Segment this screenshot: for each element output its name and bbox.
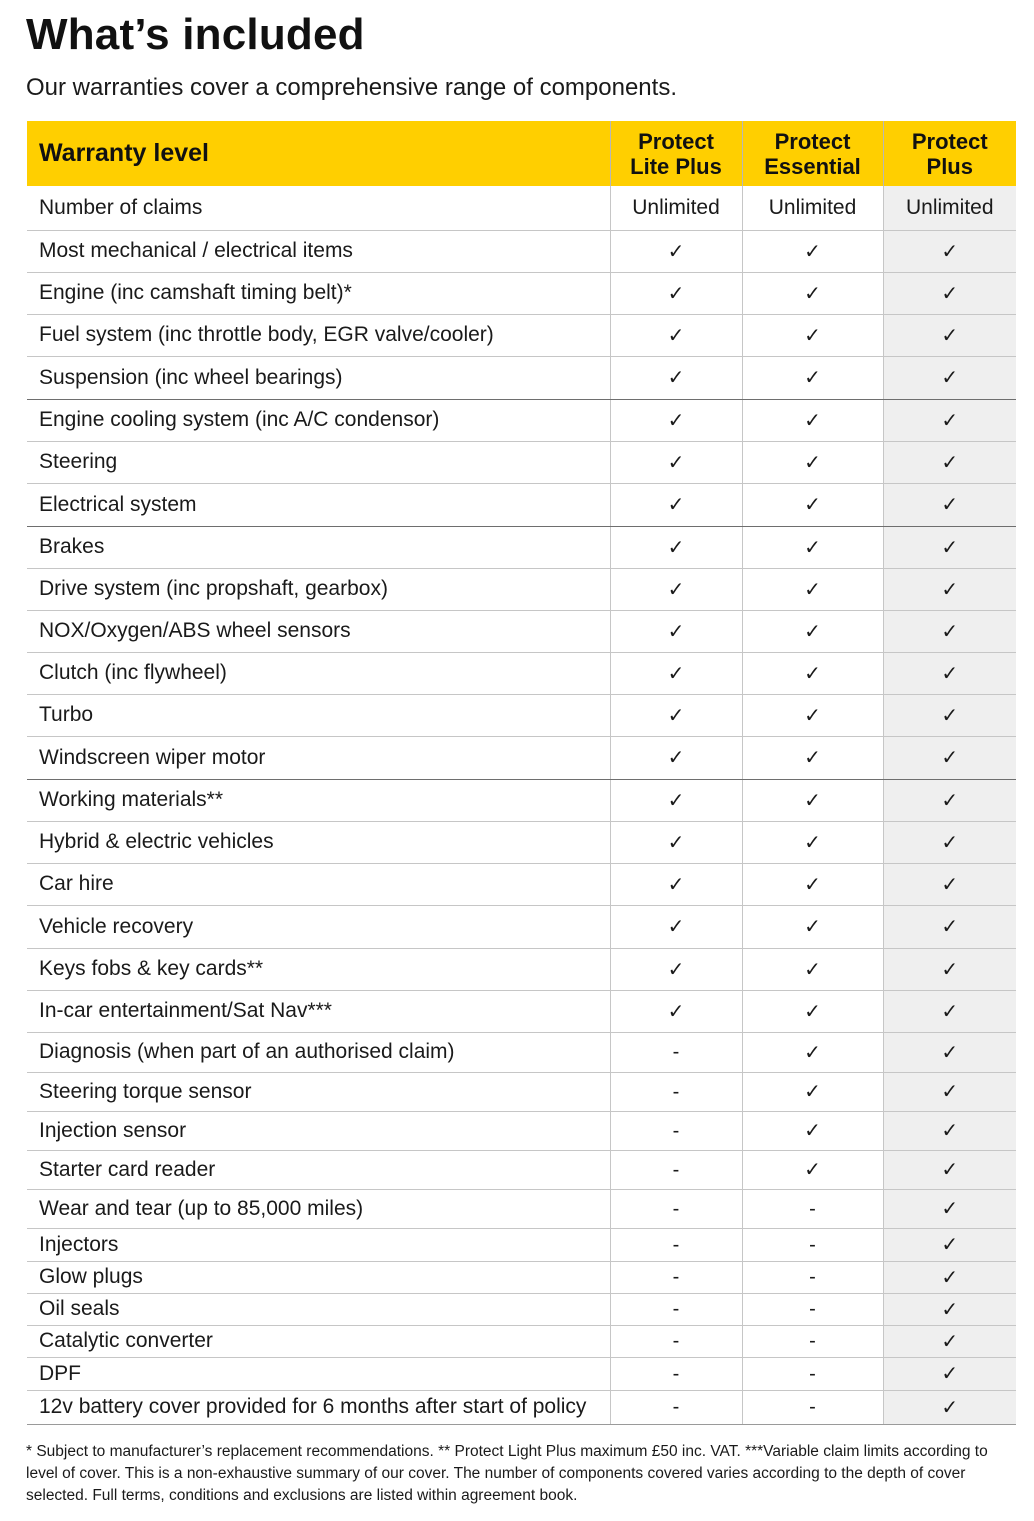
plan-header-protect-essential (742, 121, 883, 186)
table-row (27, 399, 1016, 441)
coverage-cell (883, 314, 1016, 356)
checkmark-icon: ✓ (667, 449, 685, 474)
table-row (27, 272, 1016, 314)
plan-header-line: Plus (926, 153, 973, 179)
coverage-cell (742, 736, 883, 779)
not-included-dash: - (672, 1119, 680, 1142)
not-included-dash: - (672, 1266, 680, 1288)
row-label: Most mechanical / electrical items (27, 230, 610, 272)
coverage-cell (610, 948, 742, 990)
coverage-cell (610, 1072, 742, 1111)
checkmark-icon: ✓ (667, 576, 685, 601)
table-row (27, 230, 1016, 272)
not-included-dash: - (809, 1396, 816, 1418)
coverage-cell (742, 272, 883, 314)
claims-value-cell (883, 186, 1016, 230)
checkmark-icon: ✓ (941, 1296, 959, 1321)
table-row (27, 1111, 1016, 1150)
table-row (27, 1072, 1016, 1111)
plan-header-protect-lite-plus (610, 121, 742, 186)
checkmark-icon: ✓ (941, 829, 959, 854)
not-included-dash: - (809, 1330, 816, 1352)
table-row (27, 441, 1016, 483)
coverage-cell (610, 821, 742, 863)
coverage-cell (742, 610, 883, 652)
table-row (27, 1150, 1016, 1189)
checkmark-icon: ✓ (941, 322, 959, 347)
checkmark-icon: ✓ (941, 998, 959, 1023)
not-included-dash: - (809, 1298, 816, 1320)
row-label: Steering (27, 441, 610, 483)
claims-value: Unlimited (768, 195, 857, 219)
table-row (27, 1390, 1016, 1424)
checkmark-icon: ✓ (804, 238, 821, 263)
coverage-cell (883, 272, 1016, 314)
coverage-cell (883, 441, 1016, 483)
checkmark-icon: ✓ (804, 871, 821, 896)
coverage-cell (610, 1325, 742, 1357)
table-row (27, 905, 1016, 948)
coverage-cell (742, 1228, 883, 1261)
row-label: Wear and tear (up to 85,000 miles) (27, 1189, 610, 1228)
coverage-cell (883, 1189, 1016, 1228)
warranty-comparison-table (27, 121, 1016, 1425)
row-label: Brakes (27, 526, 610, 568)
checkmark-icon: ✓ (804, 280, 821, 305)
checkmark-icon: ✓ (941, 1232, 959, 1256)
checkmark-icon: ✓ (667, 280, 685, 305)
coverage-cell (610, 905, 742, 948)
checkmark-icon: ✓ (667, 745, 685, 769)
checkmark-icon: ✓ (667, 914, 685, 938)
table-row (27, 483, 1016, 526)
table-row (27, 1293, 1016, 1325)
checkmark-icon: ✓ (667, 322, 685, 347)
table-row (27, 568, 1016, 610)
checkmark-icon: ✓ (804, 745, 821, 769)
not-included-dash: - (809, 1266, 816, 1288)
checkmark-icon: ✓ (804, 1157, 821, 1181)
checkmark-icon: ✓ (941, 660, 959, 685)
row-label: Hybrid & electric vehicles (27, 821, 610, 863)
not-included-dash: - (672, 1362, 680, 1385)
row-label: Working materials** (27, 779, 610, 821)
coverage-cell (610, 1189, 742, 1228)
checkmark-icon: ✓ (941, 1039, 959, 1064)
table-row (27, 1325, 1016, 1357)
coverage-cell (883, 1390, 1016, 1424)
claims-value: Unlimited (632, 195, 720, 219)
coverage-cell (742, 779, 883, 821)
not-included-dash: - (672, 1158, 680, 1181)
row-label: Drive system (inc propshaft, gearbox) (27, 568, 610, 610)
coverage-cell (742, 863, 883, 905)
coverage-cell (883, 948, 1016, 990)
checkmark-icon: ✓ (667, 829, 685, 854)
coverage-cell (883, 736, 1016, 779)
claims-value: Unlimited (905, 195, 994, 219)
coverage-cell (610, 1357, 742, 1390)
coverage-cell (883, 1228, 1016, 1261)
checkmark-icon: ✓ (804, 322, 821, 347)
coverage-cell (610, 1228, 742, 1261)
checkmark-icon: ✓ (941, 1264, 959, 1289)
coverage-cell (742, 1261, 883, 1293)
coverage-cell (742, 1189, 883, 1228)
coverage-cell (610, 441, 742, 483)
page-title: What’s included (26, 10, 365, 59)
coverage-cell (883, 779, 1016, 821)
coverage-cell (610, 990, 742, 1032)
checkmark-icon: ✓ (941, 1361, 959, 1385)
coverage-cell (610, 568, 742, 610)
checkmark-icon: ✓ (941, 492, 959, 516)
claims-value-cell (742, 186, 883, 230)
table-row (27, 779, 1016, 821)
table-row (27, 1228, 1016, 1261)
checkmark-icon: ✓ (941, 1196, 959, 1220)
not-included-dash: - (672, 1330, 680, 1352)
coverage-cell (883, 230, 1016, 272)
not-included-dash: - (809, 1362, 816, 1385)
not-included-dash: - (672, 1041, 680, 1063)
coverage-cell (742, 821, 883, 863)
table-row (27, 526, 1016, 568)
coverage-cell (883, 990, 1016, 1032)
row-label: DPF (27, 1357, 610, 1390)
table-row (27, 1261, 1016, 1293)
checkmark-icon: ✓ (941, 1157, 959, 1181)
row-label: Glow plugs (27, 1261, 610, 1293)
coverage-cell (610, 779, 742, 821)
coverage-cell (610, 526, 742, 568)
plan-header-line: Protect (638, 128, 714, 154)
coverage-cell (742, 1293, 883, 1325)
checkmark-icon: ✓ (941, 618, 959, 643)
checkmark-icon: ✓ (804, 1079, 821, 1103)
warranty-level-header: Warranty level (27, 121, 610, 186)
row-label: Injection sensor (27, 1111, 610, 1150)
checkmark-icon: ✓ (667, 660, 685, 685)
checkmark-icon: ✓ (804, 660, 821, 685)
checkmark-icon: ✓ (804, 407, 821, 432)
checkmark-icon: ✓ (941, 365, 959, 389)
checkmark-icon: ✓ (667, 407, 685, 432)
checkmark-icon: ✓ (667, 871, 685, 896)
table-row (27, 1189, 1016, 1228)
checkmark-icon: ✓ (804, 492, 821, 516)
coverage-cell (742, 905, 883, 948)
checkmark-icon: ✓ (667, 998, 685, 1023)
row-label: Fuel system (inc throttle body, EGR valve/cooler) (27, 314, 610, 356)
checkmark-icon: ✓ (804, 702, 821, 727)
row-label: Suspension (inc wheel bearings) (27, 356, 610, 399)
coverage-cell (883, 1032, 1016, 1072)
not-included-dash: - (809, 1233, 816, 1256)
coverage-cell (883, 526, 1016, 568)
coverage-cell (610, 1261, 742, 1293)
coverage-cell (742, 990, 883, 1032)
coverage-cell (610, 483, 742, 526)
coverage-cell (742, 948, 883, 990)
row-label: NOX/Oxygen/ABS wheel sensors (27, 610, 610, 652)
coverage-cell (883, 483, 1016, 526)
coverage-cell (742, 1325, 883, 1357)
plan-header-line: Protect (911, 128, 988, 154)
row-label: Diagnosis (when part of an authorised claim) (27, 1032, 610, 1072)
checkmark-icon: ✓ (941, 1079, 959, 1103)
coverage-cell (610, 1032, 742, 1072)
table-row (27, 314, 1016, 356)
table-row (27, 186, 1016, 230)
checkmark-icon: ✓ (804, 534, 821, 559)
coverage-cell (610, 694, 742, 736)
checkmark-icon: ✓ (804, 998, 821, 1023)
row-label: Steering torque sensor (27, 1072, 610, 1111)
table-header-row (27, 121, 1016, 186)
checkmark-icon: ✓ (941, 702, 959, 727)
coverage-cell (742, 1150, 883, 1189)
checkmark-icon: ✓ (804, 956, 821, 981)
coverage-cell (883, 1150, 1016, 1189)
checkmark-icon: ✓ (804, 914, 821, 938)
checkmark-icon: ✓ (804, 618, 821, 643)
coverage-cell (610, 863, 742, 905)
checkmark-icon: ✓ (941, 956, 959, 981)
coverage-cell (742, 694, 883, 736)
coverage-cell (883, 1357, 1016, 1390)
coverage-cell (742, 1357, 883, 1390)
coverage-cell (883, 905, 1016, 948)
coverage-cell (883, 610, 1016, 652)
checkmark-icon: ✓ (667, 956, 685, 981)
checkmark-icon: ✓ (667, 618, 685, 643)
coverage-cell (742, 526, 883, 568)
coverage-cell (742, 1390, 883, 1424)
not-included-dash: - (672, 1233, 680, 1256)
coverage-cell (883, 399, 1016, 441)
coverage-cell (610, 272, 742, 314)
table-row (27, 948, 1016, 990)
checkmark-icon: ✓ (941, 914, 959, 938)
checkmark-icon: ✓ (941, 1394, 959, 1419)
checkmark-icon: ✓ (667, 238, 685, 263)
page-subtitle: Our warranties cover a comprehensive range of components. (26, 74, 677, 101)
checkmark-icon: ✓ (804, 449, 821, 474)
coverage-cell (742, 652, 883, 694)
checkmark-icon: ✓ (941, 407, 959, 432)
checkmark-icon: ✓ (941, 280, 959, 305)
coverage-cell (610, 399, 742, 441)
row-label: Engine (inc camshaft timing belt)* (27, 272, 610, 314)
checkmark-icon: ✓ (804, 1039, 821, 1064)
checkmark-icon: ✓ (667, 534, 685, 559)
coverage-cell (742, 483, 883, 526)
coverage-cell (883, 1111, 1016, 1150)
coverage-cell (742, 441, 883, 483)
plan-header-line: Protect (774, 128, 851, 154)
table-row (27, 652, 1016, 694)
coverage-cell (883, 1293, 1016, 1325)
coverage-cell (610, 610, 742, 652)
not-included-dash: - (672, 1298, 680, 1320)
coverage-cell (742, 230, 883, 272)
coverage-cell (742, 356, 883, 399)
row-label: Catalytic converter (27, 1325, 610, 1357)
coverage-cell (883, 863, 1016, 905)
row-label: Car hire (27, 863, 610, 905)
checkmark-icon: ✓ (941, 787, 959, 812)
row-label: Keys fobs & key cards** (27, 948, 610, 990)
row-label: Clutch (inc flywheel) (27, 652, 610, 694)
coverage-cell (883, 1072, 1016, 1111)
checkmark-icon: ✓ (804, 365, 821, 389)
row-label: Engine cooling system (inc A/C condensor) (27, 399, 610, 441)
coverage-cell (610, 1293, 742, 1325)
footnote: * Subject to manufacturer’s replacement recommendations. ** Protect Light Plus maximum £50 inc. VAT. ***Variable claim limits according to level of cover. This is a non-exhaustive summary of our cover. The number of components covered varies according to the depth of cover selected. Full terms, conditions and exclusions are listed within agreement book. (26, 1443, 988, 1504)
coverage-cell (610, 652, 742, 694)
coverage-cell (883, 652, 1016, 694)
table-row (27, 694, 1016, 736)
row-label: Vehicle recovery (27, 905, 610, 948)
coverage-cell (610, 736, 742, 779)
coverage-cell (742, 399, 883, 441)
not-included-dash: - (672, 1080, 680, 1103)
row-label: Windscreen wiper motor (27, 736, 610, 779)
plan-header-line: Lite Plus (630, 153, 722, 179)
row-label: Injectors (27, 1228, 610, 1261)
table-row (27, 821, 1016, 863)
not-included-dash: - (672, 1396, 680, 1418)
plan-header-protect-plus (883, 121, 1016, 186)
table-row (27, 356, 1016, 399)
row-label: Electrical system (27, 483, 610, 526)
coverage-cell (883, 1325, 1016, 1357)
coverage-cell (610, 356, 742, 399)
checkmark-icon: ✓ (667, 787, 685, 812)
row-label: 12v battery cover provided for 6 months after start of policy (27, 1390, 610, 1424)
coverage-cell (742, 1111, 883, 1150)
table-row (27, 1032, 1016, 1072)
checkmark-icon: ✓ (667, 702, 685, 727)
checkmark-icon: ✓ (941, 534, 959, 559)
claims-value-cell (610, 186, 742, 230)
checkmark-icon: ✓ (804, 1118, 821, 1142)
table-row (27, 1357, 1016, 1390)
coverage-cell (610, 1150, 742, 1189)
row-label: Starter card reader (27, 1150, 610, 1189)
not-included-dash: - (672, 1197, 680, 1220)
row-label: Oil seals (27, 1293, 610, 1325)
coverage-cell (610, 1390, 742, 1424)
table-row (27, 990, 1016, 1032)
checkmark-icon: ✓ (941, 871, 959, 896)
coverage-cell (883, 821, 1016, 863)
coverage-cell (742, 568, 883, 610)
checkmark-icon: ✓ (941, 1118, 959, 1142)
checkmark-icon: ✓ (941, 238, 959, 263)
coverage-cell (610, 314, 742, 356)
checkmark-icon: ✓ (804, 787, 821, 812)
table-row (27, 610, 1016, 652)
checkmark-icon: ✓ (667, 492, 685, 516)
plan-header-line: Essential (764, 153, 861, 179)
checkmark-icon: ✓ (804, 576, 821, 601)
table-body (27, 186, 1016, 1424)
coverage-cell (610, 1111, 742, 1150)
table-row (27, 863, 1016, 905)
checkmark-icon: ✓ (941, 745, 959, 769)
row-label: Number of claims (27, 186, 610, 230)
checkmark-icon: ✓ (941, 1328, 959, 1353)
coverage-cell (883, 694, 1016, 736)
not-included-dash: - (809, 1197, 816, 1220)
table-row (27, 736, 1016, 779)
checkmark-icon: ✓ (941, 576, 959, 601)
coverage-cell (742, 1072, 883, 1111)
row-label: Turbo (27, 694, 610, 736)
checkmark-icon: ✓ (667, 365, 685, 389)
coverage-cell (742, 314, 883, 356)
checkmark-icon: ✓ (804, 829, 821, 854)
coverage-cell (883, 356, 1016, 399)
coverage-cell (610, 230, 742, 272)
coverage-cell (883, 568, 1016, 610)
coverage-cell (883, 1261, 1016, 1293)
row-label: In-car entertainment/Sat Nav*** (27, 990, 610, 1032)
coverage-cell (742, 1032, 883, 1072)
checkmark-icon: ✓ (941, 449, 959, 474)
